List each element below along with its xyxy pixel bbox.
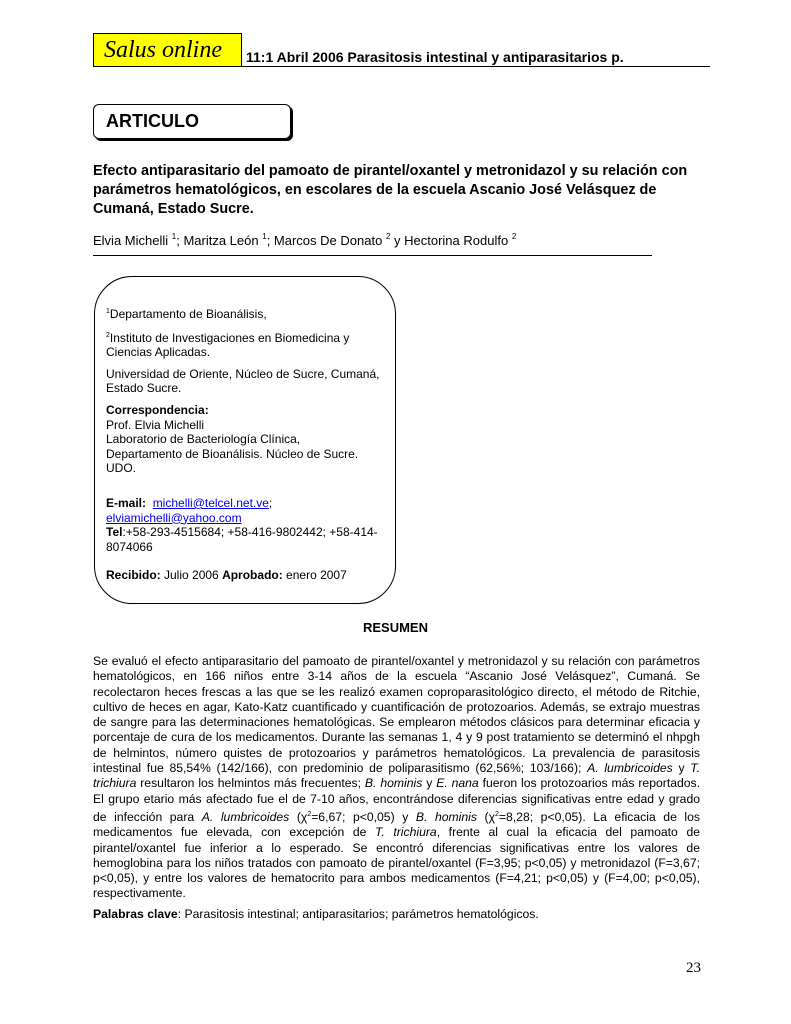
dates	[106, 568, 388, 583]
author-name: Elvia Michelli	[93, 233, 169, 248]
section-label: ARTICULO	[93, 104, 291, 139]
species: B. hominis	[364, 776, 423, 791]
author-affiliation: 1	[171, 232, 177, 241]
page-number: 23	[686, 960, 701, 976]
authors-line	[93, 232, 693, 248]
keywords-label: Palabras clave	[93, 907, 178, 921]
header-rule	[242, 66, 710, 67]
affiliation-2: $^2$Instituto de Investigaciones en Biomedicina y Ciencias Aplicadas.	[106, 330, 350, 360]
correspondence-label: Correspondencia:	[106, 402, 209, 417]
received-label: Recibido:	[106, 568, 161, 583]
approved-label: Aprobado:	[222, 568, 283, 583]
received-date: Julio 2006	[160, 568, 223, 583]
species: A. lumbricoides	[201, 809, 290, 824]
author-separator: ;	[176, 233, 184, 248]
issue-line: 11:1 Abril 2006 Parasitosis intestinal y antiparasitarios p.	[246, 49, 624, 65]
species: E. nana	[436, 776, 479, 791]
abstract-heading: RESUMEN	[362, 620, 428, 635]
authors-rule	[93, 255, 652, 256]
abstract-text: Se evaluó el efecto antiparasitario del pamoato de pirantel/oxantel y metronidazol y su relación con parámetros hematológicos, en 166 niños entre 3-14 años de la escuela “Ascanio José Velásquez”, Cumaná. Se recolectaron heces frescas a las que se les realizó examen coproparasitológico directo, el método de Ritchie, cultivo de heces en agar, Kato-Katz cuantificado y cuantificación de protozoarios. Además, se extrajo muestras de sangre para las determinaciones hematológicas. Se emplearon métodos clásicos para determinar eficacia y porcentaje de cura de los medicamentos. Durante las semanas 1, 4 y 9 post tratamiento se determinó el nhpgh de helmintos, número quistes de protozoarios y parámetros hematológicos. La prevalencia de parasitosis intestinal fue 85,54% (142/166), con predominio de poliparasitismo (62,56%; 103/166); A. lumbricoides y T. trichiura resultaron los helmintos más frecuentes; B. hominis y E. nana fueron los protozoarios más reportados. El grupo etario más afectado fue el de 7-10 años, encontrándose diferencias significativas entre edad y grado de infección para A. lumbricoides ($\chi^2=6,67$; p<0,05) y B. hominis ($\chi^2=8,28$; p<0,05). La eficacia de los medicamentos fue elevada, con excepción de T. trichiura, frente al cual la eficacia del pamoato de pirantel/oxantel fue inferior a lo esperado. Se encontró diferencias significativas entre los valores de hemoglobina para los niños tratados con pamoato de pirantel/oxantel (F=3,95; p<0,05) y metronidazol (F=3,67; p<0,05), y entre los valores de hematocrito para ambos medicamentos (F=4,21; p<0,05) y (F=4,00; p<0,05), respectivamente.	[93, 654, 701, 901]
keywords-text: : Parasitosis intestinal; antiparasitarios; parámetros hematológicos.	[177, 907, 539, 921]
email-link-1[interactable]: michelli@telcel.net.ve	[152, 495, 269, 510]
approved-date: enero 2007	[282, 568, 347, 583]
correspondence-lab: Laboratorio de Bacteriología Clínica,	[106, 432, 301, 447]
journal-logo: Salus online	[93, 33, 242, 67]
keywords	[93, 907, 700, 921]
author-name: Hectorina Rodulfo	[404, 233, 509, 248]
university: Universidad de Oriente, Núcleo de Sucre, Cumaná, Estado Sucre.	[106, 366, 380, 396]
author-separator: y	[390, 233, 405, 248]
email-link-2[interactable]: elviamichelli@yahoo.com	[106, 510, 242, 525]
species: A. lumbricoides	[587, 761, 673, 776]
email-label: E-mail:	[106, 495, 147, 510]
author-affiliation: 1	[262, 232, 267, 241]
author-affiliation: 2	[511, 232, 517, 241]
correspondence-name: Prof. Elvia Michelli	[106, 417, 205, 432]
contact: E-mail: michelli@telcel.net.ve; elviamichelli@yahoo.com Tel:+58-293-4515684; +58-416-9802442; +58-414-8074066	[106, 495, 378, 554]
affiliation-content	[106, 305, 388, 590]
author-name: Marcos De Donato	[273, 233, 383, 248]
correspondence	[106, 403, 388, 476]
author-separator: ;	[266, 233, 274, 248]
species: B. hominis	[415, 809, 477, 824]
author-name: Maritza León	[183, 233, 259, 248]
correspondence-dept: Departamento de Bioanálisis. Núcleo de Sucre. UDO.	[106, 446, 359, 476]
author-affiliation: 2	[385, 232, 391, 241]
paper-title: Efecto antiparasitario del pamoato de pirantel/oxantel y metronidazol y su relación con parámetros hematológicos, en escolares de la escuela Ascanio José Velásquez de Cumaná, Estado Sucre.	[93, 163, 688, 217]
species: T. trichiura	[375, 825, 437, 840]
species: T. trichiura	[93, 761, 700, 791]
tel-label: Tel	[106, 525, 123, 540]
affiliation-1: $^1$Departamento de Bioanálisis,	[106, 307, 267, 321]
tel-numbers: :+58-293-4515684; +58-416-9802442; +58-414-8074066	[106, 525, 378, 554]
